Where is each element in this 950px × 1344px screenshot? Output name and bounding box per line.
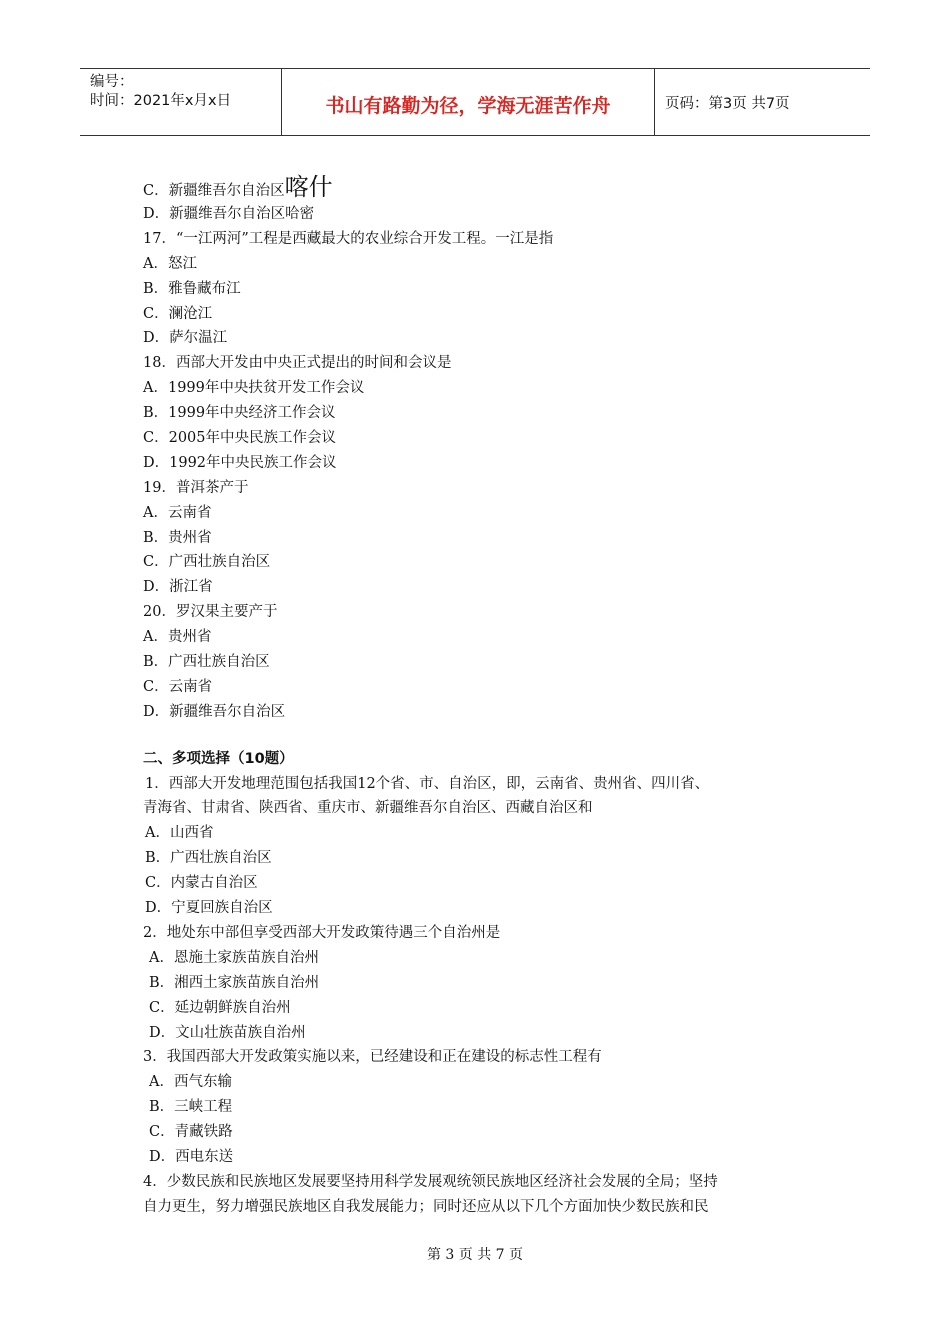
option-line: D．萨尔温江 bbox=[143, 330, 228, 347]
option-line: A．怒江 bbox=[143, 255, 197, 272]
multi-question-1-cont: 青海省、甘肃省、陕西省、重庆市、新疆维吾尔自治区、西藏自治区和 bbox=[143, 800, 593, 817]
option-line: A．山西省 bbox=[145, 825, 214, 842]
multi-question-4-cont: 自力更生，努力增强民族地区自我发展能力；同时还应从以下几个方面加快少数民族和民 bbox=[143, 1198, 709, 1215]
question-17: 17．“一江两河”工程是西藏最大的农业综合开发工程。一江是指 bbox=[143, 230, 554, 247]
question-19: 19．普洱茶产于 bbox=[143, 479, 249, 496]
question-18: 18．西部大开发由中央正式提出的时间和会议是 bbox=[143, 355, 452, 372]
option-line: C．云南省 bbox=[143, 678, 213, 695]
multi-question-1: 1．西部大开发地理范围包括我国12个省、市、自治区，即，云南省、贵州省、四川省、 bbox=[145, 775, 710, 792]
option-line: C．广西壮族自治区 bbox=[143, 554, 271, 571]
page-footer: 第 3 页 共 7 页 bbox=[426, 1247, 524, 1263]
header-motto: 书山有路勤为径，学海无涯苦作舟 bbox=[282, 69, 655, 135]
option-line: D．西电东送 bbox=[149, 1148, 234, 1165]
option-text-large: 喀什 bbox=[284, 173, 333, 201]
multi-question-3: 3．我国西部大开发政策实施以来，已经建设和正在建设的标志性工程有 bbox=[143, 1049, 602, 1066]
doc-time-label: 时间：2021年x月x日 bbox=[90, 93, 232, 109]
section-gap bbox=[143, 725, 823, 747]
option-line: A．贵州省 bbox=[143, 629, 212, 646]
option-line: D．新疆维吾尔自治区哈密 bbox=[143, 206, 315, 222]
option-line: A．云南省 bbox=[143, 504, 212, 521]
option-line: B．三峡工程 bbox=[149, 1099, 233, 1116]
option-line: D．宁夏回族自治区 bbox=[145, 900, 273, 917]
option-line: C．内蒙古自治区 bbox=[145, 875, 258, 892]
header-meta bbox=[80, 69, 282, 135]
option-line: B．广西壮族自治区 bbox=[143, 654, 270, 671]
option-line: D．浙江省 bbox=[143, 579, 213, 596]
document-body bbox=[143, 172, 823, 1220]
option-line: B．1999年中央经济工作会议 bbox=[143, 405, 336, 422]
option-line: D．1992年中央民族工作会议 bbox=[143, 454, 337, 471]
page-header bbox=[80, 68, 870, 136]
multi-question-4: 4．少数民族和民族地区发展要坚持用科学发展观统领民族地区经济社会发展的全局；坚持 bbox=[143, 1173, 718, 1190]
option-line: D．文山壮族苗族自治州 bbox=[149, 1024, 306, 1041]
doc-code-label: 编号： bbox=[90, 74, 134, 90]
option-line: D．新疆维吾尔自治区 bbox=[143, 703, 286, 720]
option-line: B．雅鲁藏布江 bbox=[143, 280, 241, 297]
option-line: A．西气东输 bbox=[149, 1074, 232, 1091]
multi-question-2: 2．地处东中部但享受西部大开发政策待遇三个自治州是 bbox=[143, 924, 501, 941]
option-text: C．新疆维吾尔自治区 bbox=[143, 183, 285, 199]
option-line: C．青藏铁路 bbox=[149, 1124, 233, 1141]
option-line: A．恩施土家族苗族自治州 bbox=[149, 949, 319, 966]
option-line: C．延边朝鲜族自治州 bbox=[149, 999, 291, 1016]
option-line: B．湘西土家族苗族自治州 bbox=[149, 974, 320, 991]
option-line: C．澜沧江 bbox=[143, 305, 213, 322]
header-page-info: 页码：第3页 共7页 bbox=[665, 95, 790, 112]
option-line: B．贵州省 bbox=[143, 529, 212, 546]
question-20: 20．罗汉果主要产于 bbox=[143, 604, 278, 621]
section-heading: 二、多项选择（10题） bbox=[143, 750, 294, 767]
option-line: B．广西壮族自治区 bbox=[145, 850, 272, 867]
option-line: C．2005年中央民族工作会议 bbox=[143, 430, 336, 447]
option-line: A．1999年中央扶贫开发工作会议 bbox=[143, 380, 365, 397]
option-line bbox=[143, 172, 823, 202]
